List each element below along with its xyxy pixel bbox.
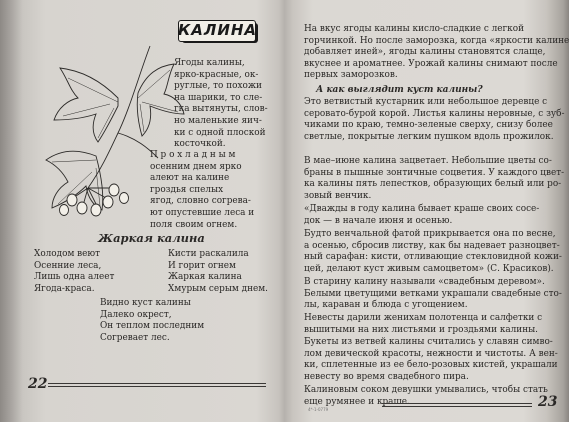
paragraph-quote: Будто венчальной фатой прикрывается она по весне, а осенью, сбросив листву, как бы надевает разноцвет- ный сарафан: кисти, отливающие стекловидной кожи- цей, делают куст живым самоцветом» (С. Красиков). [304,229,562,274]
footer-rule [382,406,532,407]
intro-paragraph: Ягоды калины, ярко-красные, ок- руглые, то похожи на шарики, то сле- гка вытянуты, слов- но маленькие яич- ки с одной плоской косточкой. [174,58,268,150]
footer-rule [48,386,266,387]
autumn-paragraph: П р о х л а д н ы м осенним днем ярко алеют на калине гроздья спелых ягод, словно согрева- ют опустевшие леса и поля своим огнем. [150,150,255,230]
page-number-left: 22 [28,376,48,392]
paragraph-juice: Калиновым соком девушки умывались, чтобы стать еще румянее и краше. [304,385,548,407]
poem-title: Жаркая калина [98,231,205,245]
poem-stanza-2: Кисти раскалила И горит огнем Жаркая калина Хмурым серым днем. [168,249,268,294]
page-number-right: 23 [538,394,558,410]
left-page [0,0,283,422]
paragraph-taste: На вкус ягоды калины кисло-сладкие с легкой горчинкой. Но после заморозка, когда «яркости калине добавляет иней», ягоды калины становятся слаще, вкуснее и ароматнее. Урожай калины снимают после первых заморозков. [304,24,569,81]
section-subheading: А как выглядит куст калины? [316,85,483,95]
paragraph-bloom: В мае–июне калина зацветает. Небольшие цветы со- браны в пышные зонтичные соцветия. У каждого цвет- ка калины пять лепестков, образующих белый или ро- зовый венчик. [304,156,565,201]
paragraph-wedding-tree: В старину калину называли «свадебным деревом». Белыми цветущими ветками украшали свадебные сто- лы, караван и блюда с угощением. [304,277,562,311]
footer-rule [48,383,266,384]
paragraph-shrub: Это ветвистый кустарник или небольшое деревце с серовато-бурой корой. Листья калины неровные, с зуб- чиками по краю, темно-зеленые сверху, снизу более светлые, покрытые легким пушком вдоль прожилок. [304,97,565,142]
page-title-frame [178,20,260,44]
footer-rule [382,403,532,404]
poem-stanza-3: Видно куст калины Далеко окрест, Он теплом последним Согревает лес. [100,298,205,343]
paragraph-bouquets: Букеты из ветвей калины считались у славян симво- лом девической красоты, нежности и чистоты. А вен- ки, сплетенные из ее бело-розовых кистей, украшали невесту во время свадебного пира. [304,337,558,382]
paragraph-twice: «Дважды в году калина бывает краше своих сосе- док — в начале июня и осенью. [304,204,540,226]
paragraph-brides: Невесты дарили женихам полотенца и салфетки с вышитыми на них листьями и гроздьями калины. [304,313,543,335]
page-title: КАЛИНА [178,21,258,39]
print-code: 4*-1-0779 [308,407,329,412]
poem-stanza-1: Холодом веют Осенние леса, Лишь одна алеет Ягода-краса. [34,249,115,294]
right-page [286,0,569,422]
